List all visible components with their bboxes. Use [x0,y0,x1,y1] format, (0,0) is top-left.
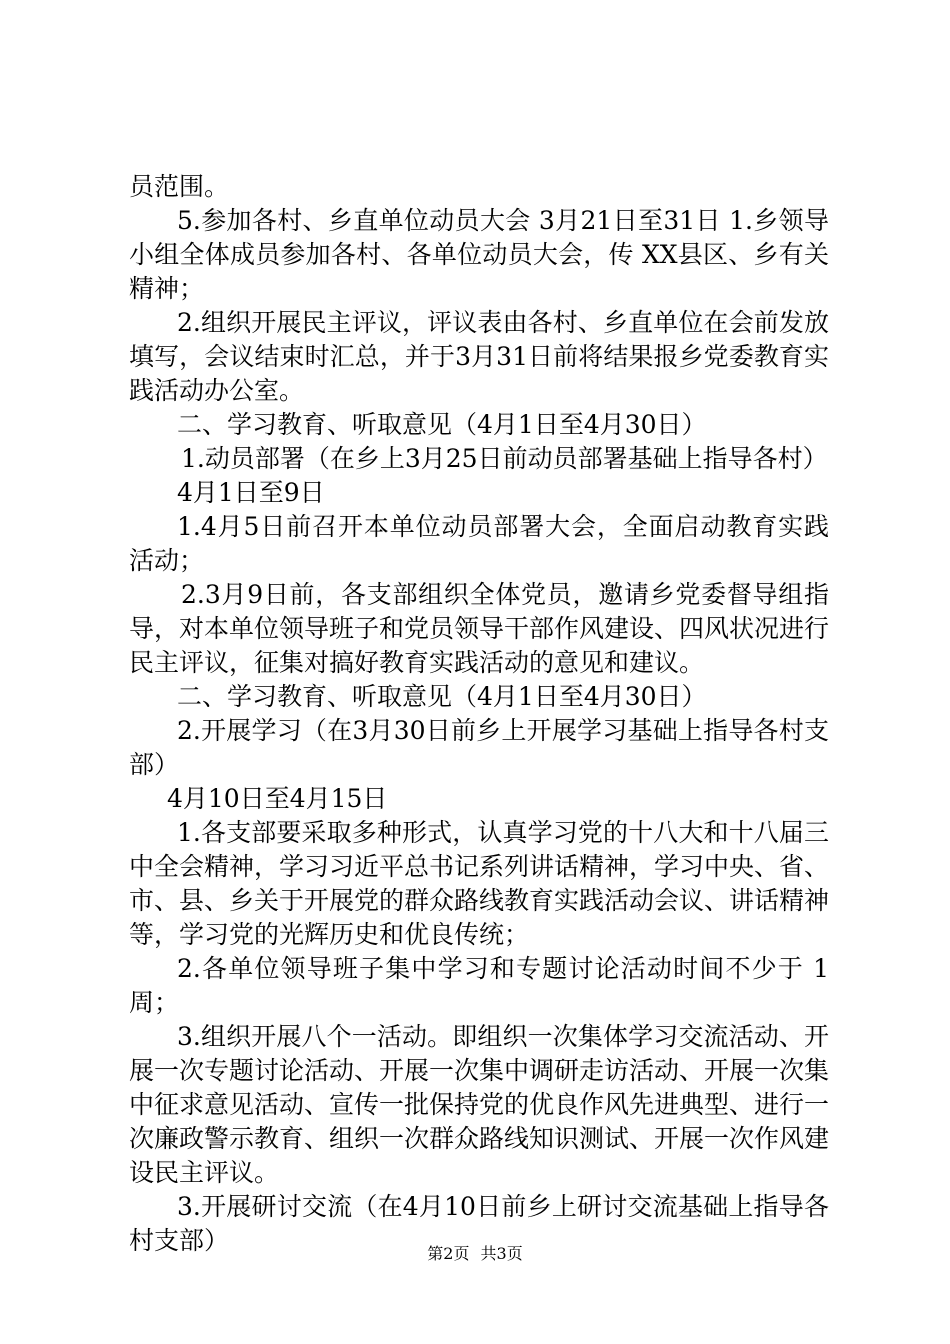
paragraph-item-5: 5.参加各村、乡直单位动员大会 3月21日至31日 1.乡领导小组全体成员参加各村、各单位动员大会，传 XX县区、乡有关精神； [129,206,829,303]
date-range-study: 4月10日至4月15日 [167,784,388,813]
paragraph-mobilization: 1.动员部署（在乡上3月25日前动员部署基础上指导各村） [181,444,828,473]
paragraph-study-item-1: 1.各支部要采取多种形式，认真学习党的十八大和十八届三中全会精神，学习习近平总书记系列讲话精神，学习中央、省、市、县、乡关于开展党的群众路线教育实践活动会议、讲话精神等，学习党的光辉历史和优良传统； [129,818,830,949]
paragraph-study: 2.开展学习（在3月30日前乡上开展学习基础上指导各村支部） [129,716,829,779]
section-heading-repeat: 二、学习教育、听取意见（4月1日至4月30日） [177,682,707,711]
section-heading: 二、学习教育、听取意见（4月1日至4月30日） [177,410,707,439]
page-number: 第2页 [427,1244,470,1263]
paragraph-study-item-2: 2.各单位领导班子集中学习和专题讨论活动时间不少于 1周； [129,954,829,1017]
paragraph-item-2b: 2.3月9日前，各支部组织全体党员，邀请乡党委督导组指导，对本单位领导班子和党员领导干部作风建设、四风状况进行民主评议，征集对搞好教育实践活动的意见和建议。 [129,580,830,677]
paragraph-study-item-3: 3.组织开展八个一活动。即组织一次集体学习交流活动、开展一次专题讨论活动、开展一次集中调研走访活动、开展一次集中征求意见活动、宣传一批保持党的优良作风先进典型、进行一次廉政警示教育、组织一次群众路线知识测试、开展一次作风建设民主评议。 [129,1022,830,1187]
paragraph-item-1: 1.4月5日前召开本单位动员部署大会，全面启动教育实践活动； [129,512,829,575]
page-total: 共3页 [480,1244,523,1263]
document-body [129,170,829,1258]
paragraph-discussion: 3.开展研讨交流（在4月10日前乡上研讨交流基础上指导各村支部） [129,1192,829,1255]
paragraph-item-2: 2.组织开展民主评议，评议表由各村、乡直单位在会前发放填写，会议结束时汇总，并于3月31日前将结果报乡党委教育实践活动办公室。 [129,308,829,405]
paragraph-continuation: 员范围。 [129,172,230,201]
date-range: 4月1日至9日 [177,478,325,507]
page-footer [0,1244,950,1264]
